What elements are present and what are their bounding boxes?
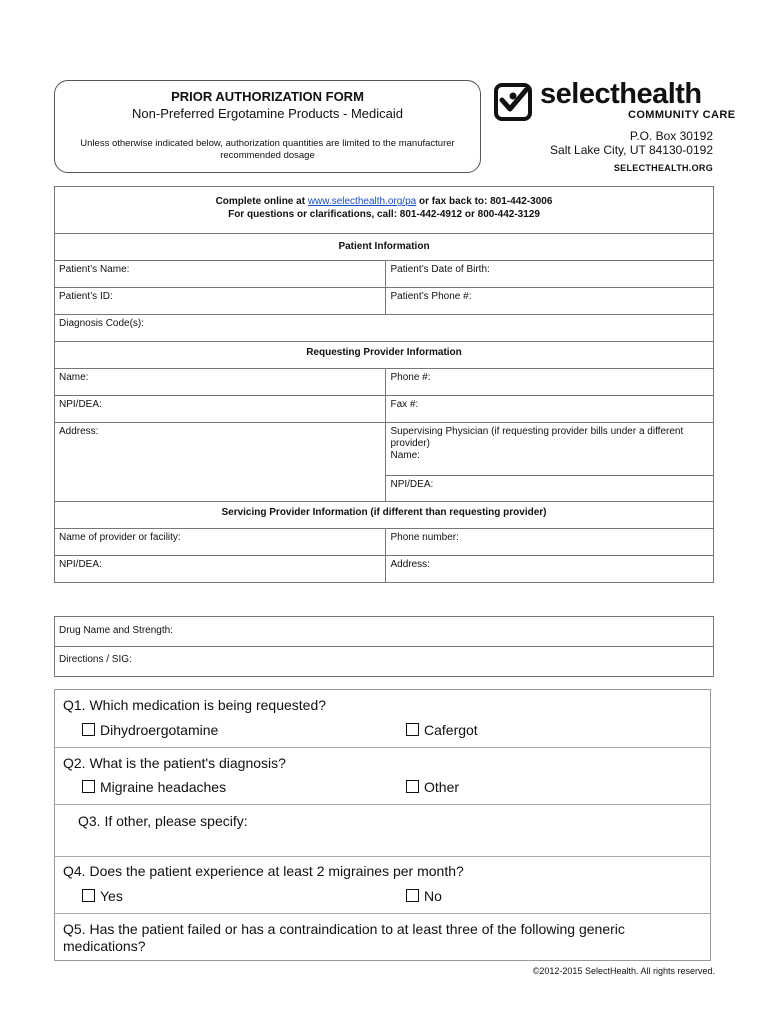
contact-fax: or fax back to: 801-442-3006 (416, 196, 553, 207)
drug-name-field[interactable]: Drug Name and Strength: (55, 617, 714, 647)
supervising-name-label: Name: (390, 450, 420, 461)
q1-option-dihydroergotamine[interactable] (82, 722, 218, 738)
question-2: Q2. What is the patient's diagnosis? (63, 755, 286, 771)
diagnosis-code-field[interactable]: Diagnosis Code(s): (55, 315, 714, 342)
online-pa-link[interactable]: www.selecthealth.org/pa (307, 196, 417, 207)
option-label: Migraine headaches (100, 779, 227, 795)
patient-id-field[interactable]: Patient’s ID: (55, 288, 386, 315)
option-label: No (424, 888, 442, 904)
form-title: PRIOR AUTHORIZATION FORM (171, 89, 364, 104)
checkbox-icon[interactable] (406, 780, 419, 793)
requesting-name-field[interactable]: Name: (55, 369, 386, 396)
question-4: Q4. Does the patient experience at least 2 migraines per month? (63, 863, 464, 879)
requesting-npi-field[interactable]: NPI/DEA: (55, 396, 386, 423)
requesting-fax-field[interactable]: Fax #: (386, 396, 714, 423)
checkbox-icon[interactable] (82, 889, 95, 902)
address-line-1: P.O. Box 30192 (629, 129, 713, 143)
patient-dob-field[interactable]: Patient’s Date of Birth: (386, 261, 714, 288)
q1-option-cafergot[interactable] (406, 722, 478, 738)
info-table (54, 186, 714, 583)
question-3: Q3. If other, please specify: (78, 813, 248, 829)
option-label: Cafergot (424, 722, 478, 738)
directions-field[interactable]: Directions / SIG: (55, 647, 714, 677)
requesting-heading: Requesting Provider Information (55, 342, 714, 369)
supervising-npi-field[interactable]: NPI/DEA: (386, 476, 714, 502)
servicing-phone-field[interactable]: Phone number: (386, 529, 714, 556)
checkbox-icon[interactable] (406, 889, 419, 902)
servicing-npi-field[interactable]: NPI/DEA: (55, 556, 386, 583)
servicing-heading: Servicing Provider Information (if different than requesting provider) (55, 502, 714, 529)
patient-phone-field[interactable]: Patient’s Phone #: (386, 288, 714, 315)
copyright-footer: ©2012-2015 SelectHealth. All rights reserved. (532, 966, 715, 976)
servicing-name-field[interactable]: Name of provider or facility: (55, 529, 386, 556)
logo-name: selecthealth (540, 78, 702, 110)
patient-name-field[interactable]: Patient’s Name: (55, 261, 386, 288)
option-label: Other (424, 779, 460, 795)
form-note: Unless otherwise indicated below, authorization quantities are limited to the manufacturer recommended dosage (80, 138, 455, 161)
divider (55, 804, 710, 805)
checkbox-icon[interactable] (82, 780, 95, 793)
selecthealth-logo-icon (493, 82, 533, 122)
requesting-address-field[interactable]: Address: (55, 423, 386, 502)
address-line-2: Salt Lake City, UT 84130-0192 (550, 143, 713, 157)
patient-heading: Patient Information (55, 234, 714, 261)
q4-option-no[interactable] (406, 888, 442, 904)
q2-option-other[interactable] (406, 779, 459, 795)
divider (55, 856, 710, 857)
contact-prefix: Complete online at (215, 196, 308, 207)
divider (55, 747, 710, 748)
checkbox-icon[interactable] (406, 723, 419, 736)
requesting-phone-field[interactable]: Phone #: (386, 369, 714, 396)
form-subtitle: Non-Preferred Ergotamine Products - Medicaid (132, 106, 403, 121)
supervising-label: Supervising Physician (if requesting provider bills under a different provider) (390, 426, 684, 449)
drug-table (54, 616, 714, 677)
contact-phone: For questions or clarifications, call: 801-442-4912 or 800-442-3129 (228, 209, 540, 220)
logo-tagline: COMMUNITY CARE (628, 109, 736, 121)
divider (55, 913, 710, 914)
checkbox-icon[interactable] (82, 723, 95, 736)
question-1: Q1. Which medication is being requested? (63, 697, 327, 713)
option-label: Dihydroergotamine (100, 722, 219, 738)
supervising-physician-cell[interactable] (386, 423, 714, 476)
contact-cell (55, 187, 714, 234)
option-label: Yes (100, 888, 123, 904)
q2-option-migraine[interactable] (82, 779, 226, 795)
question-5: Q5. Has the patient failed or has a contraindication to at least three of the following generic medications? (63, 921, 625, 954)
logo-website: SELECTHEALTH.ORG (613, 163, 713, 173)
servicing-address-field[interactable]: Address: (386, 556, 714, 583)
q4-option-yes[interactable] (82, 888, 123, 904)
